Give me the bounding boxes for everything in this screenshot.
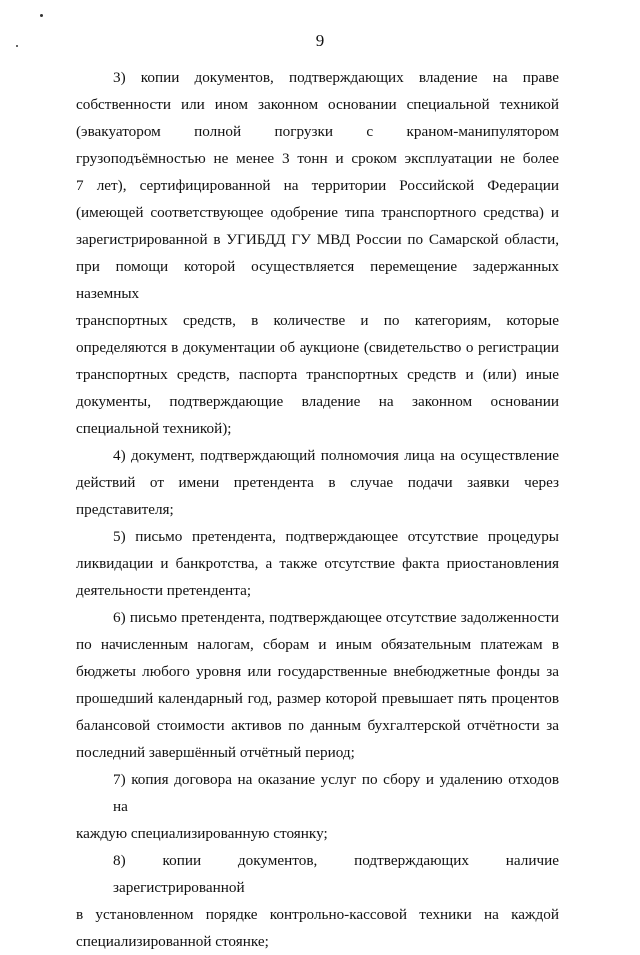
text-line: 5) письмо претендента, подтверждающее отсутствие процедуры (113, 528, 559, 545)
scan-speck (40, 14, 43, 17)
text-line: собственности или ином законном основании специальной техникой (76, 96, 559, 113)
list-item-4 (76, 442, 559, 523)
text-line: 3) копии документов, подтверждающих владение на праве (113, 69, 559, 86)
list-item-6 (76, 604, 559, 766)
text-line: грузоподъёмностью не менее 3 тонн и сроком эксплуатации не более (76, 150, 559, 167)
text-line: балансовой стоимости активов по данным бухгалтерской отчётности за (76, 717, 559, 734)
text-line: действий от имени претендента в случае подачи заявки через (76, 474, 559, 491)
text-line: 4) документ, подтверждающий полномочия лица на осуществление (113, 447, 559, 464)
page-number: 9 (315, 31, 325, 50)
text-line: 6) письмо претендента, подтверждающее отсутствие задолженности (113, 609, 559, 626)
list-item-5 (76, 523, 559, 604)
text-line: определяются в документации об аукционе (свидетельство о регистрации (76, 339, 559, 356)
text-line: 7 лет), сертифицированной на территории Российской Федерации (76, 177, 559, 194)
text-line: транспортных средств, паспорта транспортных средств и (или) иные (76, 366, 559, 383)
text-line: транспортных средств, в количестве и по категориям, которые (76, 312, 559, 329)
text-line: (эвакуатором полной погрузки с краном-манипулятором (76, 123, 559, 140)
text-line: 8) копии документов, подтверждающих наличие зарегистрированной (113, 852, 559, 896)
text-line: документы, подтверждающие владение на законном основании (76, 393, 559, 410)
text-line: специальной техникой); (76, 420, 232, 437)
text-line: каждую специализированную стоянку; (76, 825, 328, 842)
text-line: представителя; (76, 501, 174, 518)
list-item-8 (76, 847, 559, 955)
text-line: 7) копия договора на оказание услуг по сбору и удалению отходов на (113, 771, 559, 815)
list-item-7 (76, 766, 559, 847)
text-line: ликвидации и банкротства, а также отсутствие факта приостановления (76, 555, 559, 572)
text-line: деятельности претендента; (76, 582, 252, 599)
text-line: в установленном порядке контрольно-кассовой техники на каждой (76, 906, 559, 923)
text-line: зарегистрированной в УГИБДД ГУ МВД России по Самарской области, (76, 231, 559, 248)
text-line: по начисленным налогам, сборам и иным обязательным платежам в (76, 636, 559, 653)
text-line: последний завершённый отчётный период; (76, 744, 355, 761)
document-body (76, 64, 559, 955)
text-line: при помощи которой осуществляется перемещение задержанных наземных (76, 258, 559, 302)
text-line: (имеющей соответствующее одобрение типа транспортного средства) и (76, 204, 559, 221)
list-item-3 (76, 64, 559, 442)
text-line: прошедший календарный год, размер которой превышает пять процентов (76, 690, 559, 707)
text-line: бюджеты любого уровня или государственные внебюджетные фонды за (76, 663, 559, 680)
text-line: специализированной стоянке; (76, 933, 269, 950)
